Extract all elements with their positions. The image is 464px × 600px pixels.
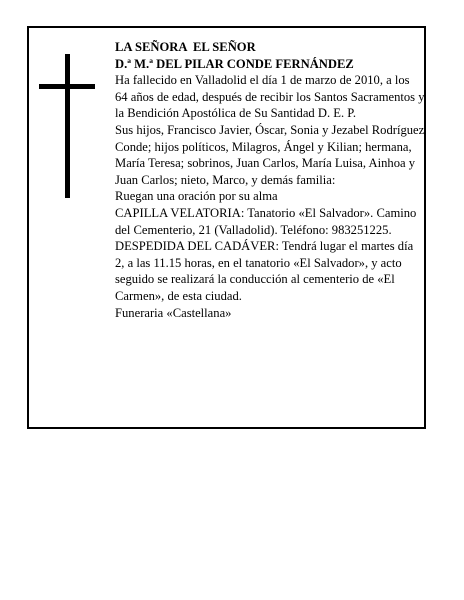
prayer-request: Ruegan una oración por su alma (115, 189, 278, 204)
deceased-name: D.ª M.ª DEL PILAR CONDE FERNÁNDEZ (115, 56, 354, 71)
cross-horizontal-bar (39, 84, 95, 89)
funeral-farewell-info: DESPEDIDA DEL CADÁVER: Tendrá lugar el martes día 2, a las 11.15 horas, en el tanatorio «El Salvador», y acto seguido se realizará la conducción al cementerio de «El Carmen», de esta ciudad. (115, 239, 414, 303)
obituary-text (115, 39, 425, 321)
cross-icon (39, 54, 95, 198)
family-members: Sus hijos, Francisco Javier, Óscar, Sonia y Jezabel Rodríguez Conde; hijos políticos, Milagros, Ángel y Kilian; hermana, María Teresa; sobrinos, Juan Carlos, María Luisa, Ainhoa y Juan Carlos; nieto, Marco, y demás familia: (115, 122, 425, 187)
funeral-home: Funeraria «Castellana» (115, 305, 232, 320)
obituary-notice (27, 26, 426, 429)
heading-line-1: LA SEÑORA EL SEÑOR (115, 40, 256, 54)
death-announcement: Ha fallecido en Valladolid el día 1 de marzo de 2010, a los 64 años de edad, después de recibir los Santos Sacramentos y la Bendición Apostólica de Su Santidad D. E. P. (115, 73, 425, 121)
wake-chapel-info: CAPILLA VELATORIA: Tanatorio «El Salvador». Camino del Cementerio, 21 (Valladolid). Teléfono: 983251225. (115, 205, 417, 237)
cross-vertical-bar (65, 54, 70, 198)
